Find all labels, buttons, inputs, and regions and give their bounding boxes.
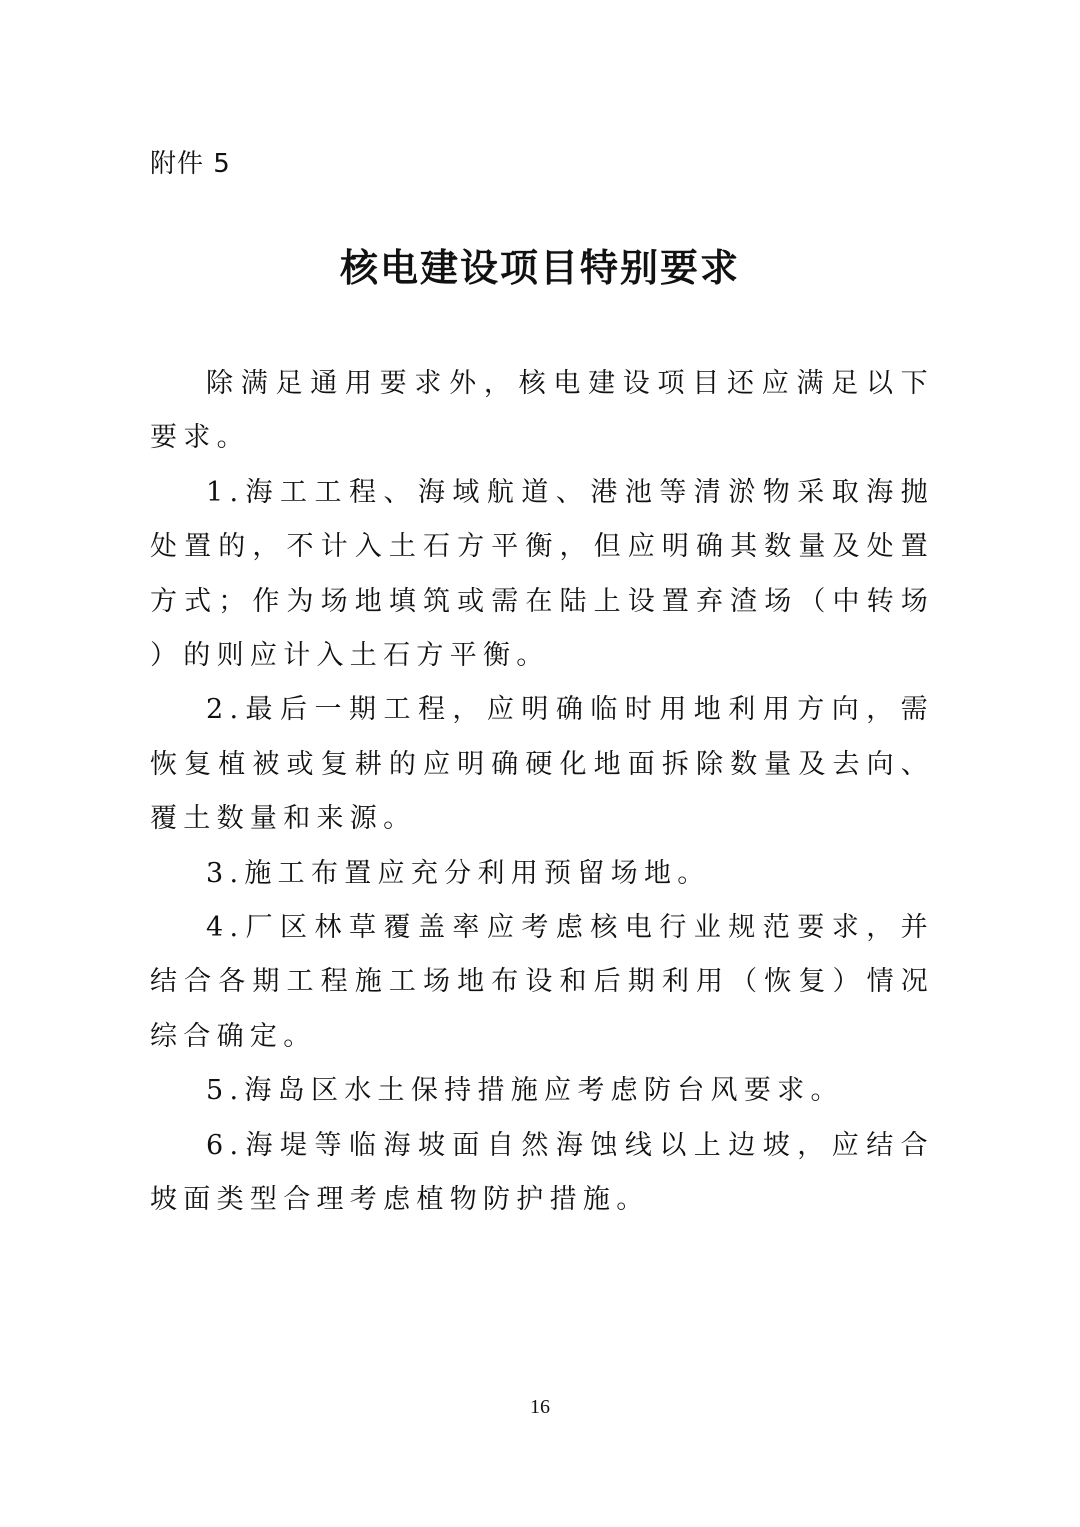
requirement-paragraph-2: 2.最后一期工程，应明确临时用地利用方向，需恢复植被或复耕的应明确硬化地面拆除数量及去向、覆土数量和来源。: [150, 694, 934, 835]
requirement-paragraph-4: 4.厂区林草覆盖率应考虑核电行业规范要求，并结合各期工程施工场地布设和后期利用（恢复）情况综合确定。: [150, 912, 934, 1052]
document-title: 核电建设项目特别要求: [339, 245, 740, 290]
page-number: 16: [530, 1396, 550, 1418]
intro-paragraph: 除满足通用要求外，核电建设项目还应满足以下要求。: [150, 368, 934, 454]
requirement-paragraph-6: 6.海堤等临海坡面自然海蚀线以上边坡，应结合坡面类型合理考虑植物防护措施。: [150, 1129, 934, 1216]
document-body: [150, 357, 934, 1228]
requirement-paragraph-1: 1.海工工程、海域航道、港池等清淤物采取海抛处置的，不计入土石方平衡，但应明确其数量及处置方式；作为场地填筑或需在陆上设置弃渣场（中转场）的则应计入土石方平衡。: [150, 476, 934, 672]
attachment-label: 附件 5: [150, 149, 231, 179]
requirement-paragraph-3: 3.施工布置应充分利用预留场地。: [206, 857, 711, 889]
requirement-paragraph-5: 5.海岛区水土保持措施应考虑防台风要求。: [206, 1075, 844, 1107]
